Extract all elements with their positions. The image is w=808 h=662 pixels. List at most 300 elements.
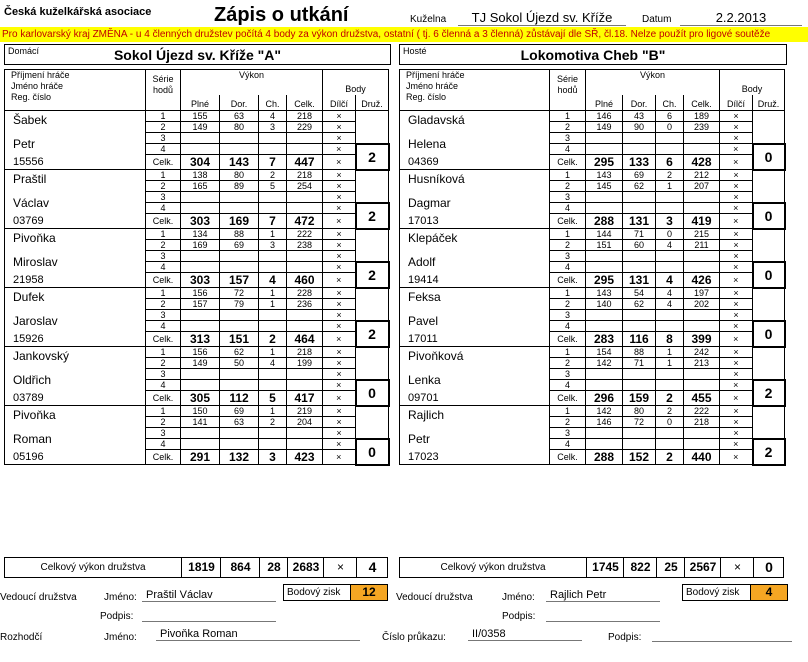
plne-value: 157: [181, 299, 220, 310]
total-ch: 4: [656, 273, 684, 288]
ch-value: [656, 262, 684, 273]
player-reg-number: 17023: [400, 450, 550, 465]
serie-number: 2: [146, 417, 181, 428]
dor-value: 43: [623, 111, 656, 122]
ch-value: [656, 439, 684, 450]
player-header: [5, 70, 146, 111]
player-reg-number: 05196: [5, 450, 146, 465]
plne-value: [181, 369, 220, 380]
serie-number: 3: [550, 428, 586, 439]
total-celk: 399: [684, 332, 720, 347]
serie-number: 4: [550, 321, 586, 332]
serie-number: 2: [550, 181, 586, 192]
plne-value: 149: [181, 122, 220, 133]
plne-value: [586, 144, 623, 155]
team-total-label: Celkový výkon družstva: [40, 562, 146, 573]
player-total-row: [400, 273, 785, 288]
celk-value: 222: [684, 406, 720, 417]
dilci-x: ×: [720, 192, 753, 203]
ch-value: 3: [259, 240, 287, 251]
plne-value: [586, 380, 623, 391]
plne-value: [181, 310, 220, 321]
plne-value: [586, 321, 623, 332]
ch-value: 1: [656, 181, 684, 192]
away-sign-label: Podpis:: [502, 611, 536, 622]
plne-value: [586, 428, 623, 439]
plne-value: 145: [586, 181, 623, 192]
dilci-x: ×: [323, 122, 356, 133]
dilci-x: ×: [720, 347, 753, 358]
player-reg-number: 04369: [400, 155, 550, 170]
celk-value: [287, 310, 323, 321]
dor-value: 72: [623, 417, 656, 428]
dilci-x: ×: [323, 450, 356, 465]
player-name-block: [5, 170, 146, 214]
total-plne: 313: [181, 332, 220, 347]
ch-value: [259, 369, 287, 380]
total-plne: 295: [586, 273, 623, 288]
dor-value: 71: [623, 229, 656, 240]
player-reg-number: 03769: [5, 214, 146, 229]
total-celk: 426: [684, 273, 720, 288]
total-dor: 131: [623, 273, 656, 288]
ch-value: 0: [656, 229, 684, 240]
celk-value: 239: [684, 122, 720, 133]
dilci-x: ×: [720, 122, 753, 133]
plne-value: 149: [586, 122, 623, 133]
bz-label: Bodový zisk: [683, 585, 739, 600]
dilci-x: ×: [720, 262, 753, 273]
celk-value: [287, 251, 323, 262]
player-reg-number: 03789: [5, 391, 146, 406]
celk-value: [287, 428, 323, 439]
celk-header: Celk.: [287, 95, 323, 111]
celk-value: 218: [287, 347, 323, 358]
serie-number: 1: [146, 111, 181, 122]
team-total-label: Celkový výkon družstva: [440, 562, 546, 573]
home-team-total-row: [4, 557, 388, 578]
celk-value: [684, 321, 720, 332]
celk-label: Celk.: [550, 450, 586, 465]
serie-number: 1: [146, 288, 181, 299]
celk-value: 189: [684, 111, 720, 122]
dilci-x: ×: [323, 406, 356, 417]
total-celk: 464: [287, 332, 323, 347]
ch-value: [656, 380, 684, 391]
dilci-x: ×: [323, 251, 356, 262]
plne-value: 149: [181, 358, 220, 369]
dilci-x: ×: [323, 439, 356, 450]
total-dor: 169: [220, 214, 259, 229]
ch-value: [259, 133, 287, 144]
serie-number: 4: [146, 262, 181, 273]
celk-value: [287, 192, 323, 203]
celk-value: 219: [287, 406, 323, 417]
dilci-x: ×: [720, 321, 753, 332]
dilci-x: ×: [720, 273, 753, 288]
player-surname: Pivoňka: [13, 408, 56, 422]
serie-number: 3: [550, 310, 586, 321]
away-total-plne: 1745: [586, 558, 624, 577]
ch-value: 5: [259, 181, 287, 192]
serie-number: 2: [550, 240, 586, 251]
card-label: Číslo průkazu:: [382, 632, 446, 643]
venue-label: Kuželna: [410, 14, 447, 25]
celk-value: [684, 203, 720, 214]
serie-number: 2: [550, 417, 586, 428]
serie-number: 3: [550, 133, 586, 144]
player-total-row: [5, 450, 389, 465]
plne-value: 144: [586, 229, 623, 240]
dilci-x: ×: [323, 155, 356, 170]
celk-label: Celk.: [550, 273, 586, 288]
celk-value: 199: [287, 358, 323, 369]
total-celk: 447: [287, 155, 323, 170]
celk-value: 228: [287, 288, 323, 299]
dilci-x: ×: [323, 321, 356, 332]
player-surname: Pivoňka: [13, 231, 56, 245]
total-dor: 159: [623, 391, 656, 406]
plne-value: [181, 133, 220, 144]
dilci-x: ×: [720, 299, 753, 310]
vykon-header: Výkon: [181, 70, 323, 95]
dilci-x: ×: [720, 203, 753, 214]
series-row: [400, 406, 785, 417]
plne-value: [586, 369, 623, 380]
player-surname: Klepáček: [408, 231, 458, 245]
celk-value: 197: [684, 288, 720, 299]
referee-name-label: Jméno:: [104, 632, 137, 643]
ch-value: 4: [259, 111, 287, 122]
serie-number: 1: [146, 229, 181, 240]
player-name-block: [5, 111, 146, 155]
plne-value: 140: [586, 299, 623, 310]
total-celk: 440: [684, 450, 720, 465]
player-firstname: Miroslav: [13, 255, 58, 269]
dor-value: [623, 439, 656, 450]
player-header-line: Příjmení hráče: [11, 70, 70, 80]
player-name-block: [5, 229, 146, 273]
dilci-x: ×: [720, 214, 753, 229]
plne-value: 141: [181, 417, 220, 428]
dilci-x: ×: [720, 229, 753, 240]
serie-number: 2: [146, 122, 181, 133]
ch-value: 1: [259, 288, 287, 299]
dilci-x: ×: [323, 203, 356, 214]
dor-value: [623, 251, 656, 262]
ch-value: [656, 133, 684, 144]
celk-label: Celk.: [146, 450, 181, 465]
celk-value: [287, 144, 323, 155]
celk-value: 218: [684, 417, 720, 428]
plne-value: 138: [181, 170, 220, 181]
player-firstname: Pavel: [408, 314, 439, 328]
plne-value: [586, 262, 623, 273]
dilci-x: ×: [720, 288, 753, 299]
player-surname: Jankovský: [13, 349, 70, 363]
player-surname: Dufek: [13, 290, 45, 304]
serie-number: 1: [550, 170, 586, 181]
series-row: [400, 170, 785, 181]
total-plne: 296: [586, 391, 623, 406]
plne-value: 156: [181, 347, 220, 358]
plne-value: 156: [181, 288, 220, 299]
serie-number: 2: [550, 299, 586, 310]
home-label: Domácí: [8, 46, 40, 56]
serie-number: 2: [146, 299, 181, 310]
dor-value: [623, 321, 656, 332]
dilci-header: Dílčí: [720, 95, 753, 111]
ch-value: [259, 144, 287, 155]
dor-value: [623, 203, 656, 214]
player-firstname: Oldřich: [13, 373, 52, 387]
celk-label: Celk.: [146, 273, 181, 288]
series-row: [400, 229, 785, 240]
home-sign-field: [142, 608, 276, 622]
dor-value: 69: [623, 170, 656, 181]
series-row: [5, 288, 389, 299]
celk-value: 218: [287, 111, 323, 122]
druz-empty: [753, 229, 785, 262]
player-reg-number: 19414: [400, 273, 550, 288]
player-surname: Rajlich: [408, 408, 445, 422]
ch-value: 0: [656, 417, 684, 428]
celk-value: [684, 192, 720, 203]
serie-number: 4: [146, 203, 181, 214]
celk-value: [287, 439, 323, 450]
celk-label: Celk.: [550, 214, 586, 229]
ch-value: 1: [656, 347, 684, 358]
plne-value: 142: [586, 358, 623, 369]
series-row: [400, 288, 785, 299]
player-firstname: Petr: [408, 432, 431, 446]
total-celk: 455: [684, 391, 720, 406]
home-total-x: ×: [323, 558, 357, 577]
celk-value: [287, 369, 323, 380]
dor-value: 80: [220, 170, 259, 181]
ch-value: 2: [259, 417, 287, 428]
dilci-x: ×: [720, 369, 753, 380]
celk-value: [684, 262, 720, 273]
celk-value: 211: [684, 240, 720, 251]
away-team-total-row: [399, 557, 784, 578]
player-header-line: Reg. číslo: [406, 92, 447, 102]
serie-number: 3: [550, 192, 586, 203]
home-leader-label: Vedoucí družstva: [0, 592, 77, 603]
player-name-block: [400, 406, 550, 450]
celk-value: [287, 321, 323, 332]
date-label: Datum: [642, 14, 672, 25]
dilci-x: ×: [323, 133, 356, 144]
druz-empty: [356, 347, 389, 380]
plne-value: 150: [181, 406, 220, 417]
player-points: 2: [753, 380, 785, 406]
dilci-x: ×: [720, 439, 753, 450]
plne-value: [181, 192, 220, 203]
serie-header-line: Série: [556, 74, 578, 84]
total-dor: 152: [623, 450, 656, 465]
serie-number: 2: [550, 358, 586, 369]
referee-label: Rozhodčí: [0, 632, 43, 643]
dilci-x: ×: [323, 170, 356, 181]
serie-number: 4: [550, 203, 586, 214]
plne-header: Plné: [181, 95, 220, 111]
serie-number: 4: [550, 262, 586, 273]
serie-number: 2: [146, 240, 181, 251]
dilci-x: ×: [323, 144, 356, 155]
ch-value: 1: [259, 406, 287, 417]
dilci-x: ×: [720, 133, 753, 144]
total-plne: 303: [181, 273, 220, 288]
total-dor: 131: [623, 214, 656, 229]
plne-value: 165: [181, 181, 220, 192]
dor-value: 80: [623, 406, 656, 417]
venue-value: TJ Sokol Újezd sv. Kříže: [458, 10, 626, 26]
series-row: [5, 170, 389, 181]
dor-value: [623, 192, 656, 203]
player-reg-number: 21958: [5, 273, 146, 288]
celk-label: Celk.: [146, 391, 181, 406]
dor-value: [623, 262, 656, 273]
total-celk: 460: [287, 273, 323, 288]
total-plne: 288: [586, 214, 623, 229]
dor-value: [220, 321, 259, 332]
total-dor: 143: [220, 155, 259, 170]
dor-value: [220, 144, 259, 155]
ch-value: 0: [656, 122, 684, 133]
serie-number: 4: [550, 439, 586, 450]
player-points: 0: [753, 144, 785, 170]
away-sign-field: [546, 608, 660, 622]
celk-value: [287, 380, 323, 391]
away-team-name: Lokomotiva Cheb "B": [520, 47, 666, 63]
plne-value: [586, 203, 623, 214]
celk-label: Celk.: [146, 332, 181, 347]
player-header: [400, 70, 550, 111]
druz-empty: [356, 170, 389, 203]
away-team-points: 0: [753, 558, 784, 577]
serie-number: 4: [146, 380, 181, 391]
dilci-x: ×: [323, 214, 356, 229]
druz-empty: [753, 170, 785, 203]
ch-value: [259, 203, 287, 214]
celk-value: [684, 380, 720, 391]
dor-value: 62: [623, 181, 656, 192]
player-points: 0: [356, 380, 389, 406]
player-total-row: [5, 273, 389, 288]
total-ch: 2: [259, 332, 287, 347]
celk-value: [684, 310, 720, 321]
ch-value: [656, 321, 684, 332]
away-total-ch: 25: [656, 558, 685, 577]
home-team-bar: [4, 44, 391, 65]
dilci-x: ×: [323, 192, 356, 203]
plne-value: 142: [586, 406, 623, 417]
celk-label: Celk.: [550, 155, 586, 170]
rules-banner: Pro karlovarský kraj ZMĚNA - u 4 členných družstev počítá 4 body za výkon družstva, ostatní ( tj. 6 členná a 3 členná) zůstávají dle SŘ, čl.18. Nelze použít pro ligové soutěže: [0, 27, 808, 42]
player-firstname: Jaroslav: [13, 314, 58, 328]
plne-value: [586, 133, 623, 144]
total-ch: 2: [656, 450, 684, 465]
total-ch: 7: [259, 214, 287, 229]
dor-value: 90: [623, 122, 656, 133]
serie-number: 3: [146, 428, 181, 439]
celk-value: [287, 203, 323, 214]
home-total-plne: 1819: [181, 558, 221, 577]
home-leader-name: Praštil Václav: [142, 589, 276, 602]
serie-number: 3: [146, 192, 181, 203]
ch-value: [656, 203, 684, 214]
ch-value: 6: [656, 111, 684, 122]
serie-number: 3: [550, 251, 586, 262]
plne-value: [586, 251, 623, 262]
dor-header: Dor.: [220, 95, 259, 111]
player-points: 2: [356, 203, 389, 229]
serie-number: 1: [550, 406, 586, 417]
vykon-header: Výkon: [586, 70, 720, 95]
celk-value: 229: [287, 122, 323, 133]
plne-value: [181, 439, 220, 450]
dilci-x: ×: [720, 358, 753, 369]
serie-header: [146, 70, 181, 111]
dor-value: [623, 369, 656, 380]
home-total-dor: 864: [220, 558, 260, 577]
dilci-x: ×: [323, 358, 356, 369]
celk-value: 218: [287, 170, 323, 181]
celk-header: Celk.: [684, 95, 720, 111]
date-value: 2.2.2013: [680, 10, 802, 26]
dilci-x: ×: [720, 251, 753, 262]
dilci-x: ×: [323, 299, 356, 310]
ch-value: [259, 380, 287, 391]
serie-number: 4: [146, 144, 181, 155]
away-total-dor: 822: [623, 558, 657, 577]
serie-header: [550, 70, 586, 111]
player-total-row: [400, 450, 785, 465]
total-dor: 132: [220, 450, 259, 465]
dilci-x: ×: [323, 240, 356, 251]
away-total-celk: 2567: [684, 558, 721, 577]
player-surname: Praštil: [13, 172, 47, 186]
serie-number: 2: [550, 122, 586, 133]
home-total-ch: 28: [259, 558, 288, 577]
serie-number: 4: [550, 380, 586, 391]
dilci-x: ×: [720, 240, 753, 251]
serie-number: 1: [550, 347, 586, 358]
dor-value: 63: [220, 111, 259, 122]
player-total-row: [400, 332, 785, 347]
dilci-x: ×: [323, 262, 356, 273]
serie-number: 1: [550, 111, 586, 122]
home-total-celk: 2683: [287, 558, 324, 577]
away-total-x: ×: [720, 558, 754, 577]
player-total-row: [5, 391, 389, 406]
ch-value: [259, 192, 287, 203]
dor-value: 69: [220, 240, 259, 251]
bz-label: Bodový zisk: [284, 585, 340, 600]
player-name-block: [5, 406, 146, 450]
serie-number: 3: [146, 251, 181, 262]
plne-value: [181, 251, 220, 262]
player-header-line: Příjmení hráče: [406, 70, 465, 80]
dor-value: [220, 428, 259, 439]
player-total-row: [400, 214, 785, 229]
player-firstname: Adolf: [408, 255, 436, 269]
ch-value: [656, 428, 684, 439]
total-plne: 283: [586, 332, 623, 347]
ch-value: 1: [259, 299, 287, 310]
plne-value: 169: [181, 240, 220, 251]
